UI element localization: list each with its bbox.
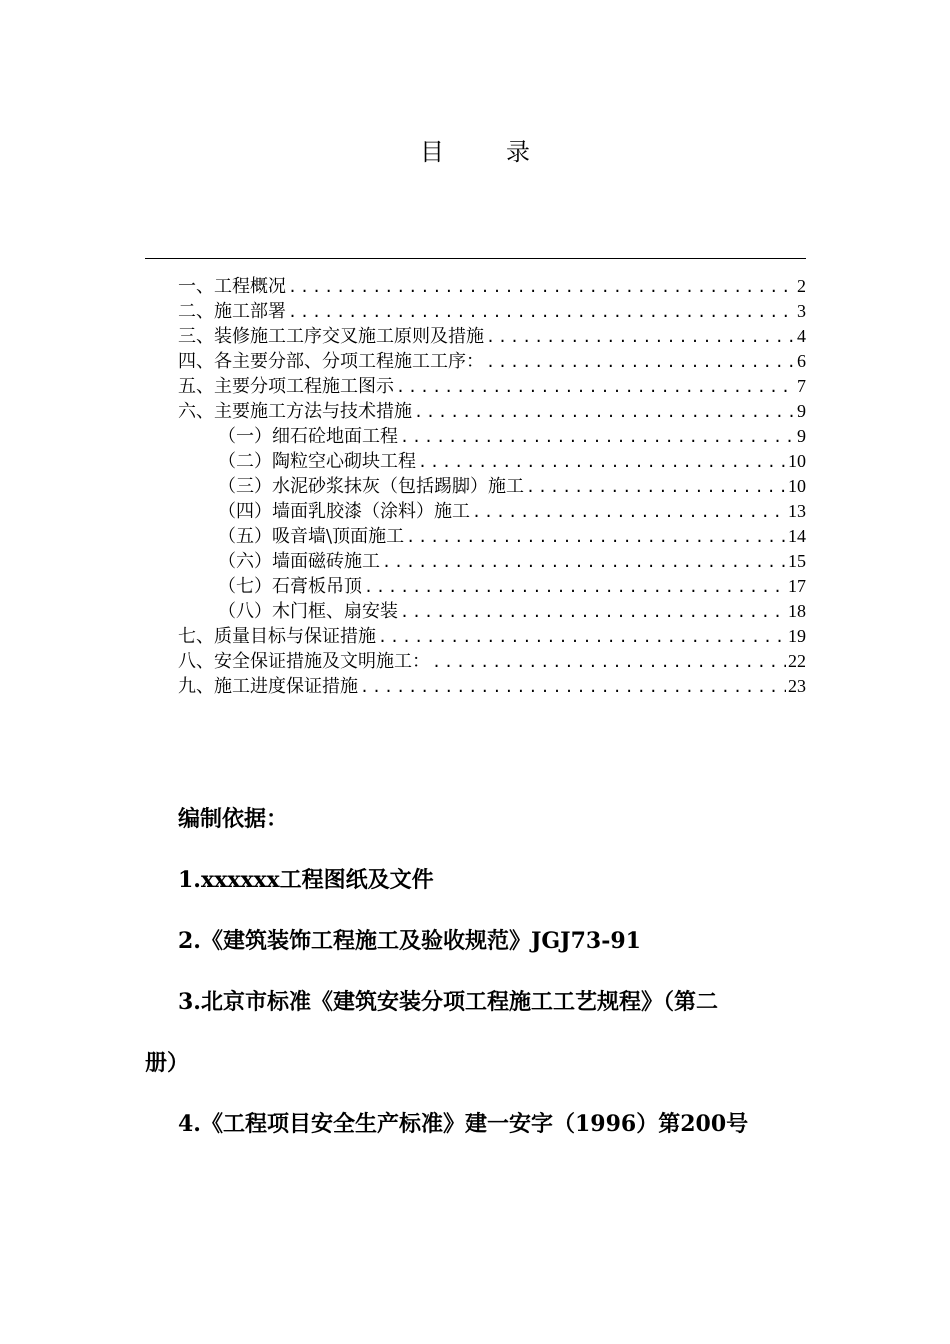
toc-entry-page: 2 (797, 276, 806, 296)
toc-leader-dots (406, 525, 786, 549)
toc-entry-3[interactable] (178, 324, 806, 349)
toc-entry-page: 23 (788, 676, 806, 696)
toc-entry-label: 九、施工进度保证措施 (178, 676, 358, 697)
toc-subentry-1[interactable] (178, 424, 806, 449)
basis-item-3-line-2: 册） (145, 1050, 190, 1076)
toc-entry-label: 六、主要施工方法与技术措施 (178, 401, 412, 422)
basis-heading: 编制依据： (178, 806, 289, 832)
toc-entry-2[interactable] (178, 299, 806, 324)
toc-entry-8[interactable] (178, 649, 806, 674)
toc-subentry-2[interactable] (178, 449, 806, 474)
toc-leader-dots (360, 675, 786, 699)
toc-leader-dots (418, 450, 786, 474)
toc-entry-page: 22 (788, 651, 806, 671)
toc-entry-label: （三）水泥砂浆抹灰（包括踢脚）施工 (218, 476, 524, 497)
toc-leader-dots (486, 350, 795, 374)
toc-entry-page: 3 (797, 301, 806, 321)
toc-entry-label: （八）木门框、扇安装 (218, 601, 398, 622)
title-divider (145, 258, 806, 259)
toc-subentry-7[interactable] (178, 574, 806, 599)
toc-entry-page: 7 (797, 376, 806, 396)
toc-subentry-4[interactable] (178, 499, 806, 524)
toc-subentry-6[interactable] (178, 549, 806, 574)
toc-entry-label: 八、安全保证措施及文明施工： (178, 651, 430, 672)
toc-leader-dots (472, 500, 786, 524)
toc-entry-page: 15 (788, 551, 806, 571)
toc-entry-label: 五、主要分项工程施工图示 (178, 376, 394, 397)
toc-entry-page: 9 (797, 401, 806, 421)
toc-entry-page: 10 (788, 476, 806, 496)
toc-entry-label: （七）石膏板吊顶 (218, 576, 362, 597)
toc-entry-label: 七、质量目标与保证措施 (178, 626, 376, 647)
toc-entry-label: 二、施工部署 (178, 301, 286, 322)
toc-entry-page: 18 (788, 601, 806, 621)
basis-item-2: 2.《建筑装饰工程施工及验收规范》JGJ73-91 (178, 928, 641, 954)
toc-entry-page: 9 (797, 426, 806, 446)
toc-subentry-3[interactable] (178, 474, 806, 499)
toc-leader-dots (526, 475, 786, 499)
basis-item-3-line-1: 3.北京市标准《建筑安装分项工程施工工艺规程》（第二 (178, 989, 718, 1015)
toc-leader-dots (288, 275, 795, 299)
toc-entry-label: （二）陶粒空心砌块工程 (218, 451, 416, 472)
toc-title (0, 132, 950, 167)
toc-leader-dots (396, 375, 795, 399)
toc-entry-9[interactable] (178, 674, 806, 699)
toc-leader-dots (288, 300, 795, 324)
toc-leader-dots (364, 575, 786, 599)
toc-leader-dots (432, 650, 786, 674)
basis-item-4: 4.《工程项目安全生产标准》建一安字（1996）第200号 (178, 1111, 749, 1137)
toc-entry-label: （六）墙面磁砖施工 (218, 551, 380, 572)
toc-title-part2: 录 (506, 138, 530, 166)
toc-entry-page: 19 (788, 626, 806, 646)
toc-leader-dots (414, 400, 795, 424)
toc-entry-1[interactable] (178, 274, 806, 299)
toc-entry-page: 17 (788, 576, 806, 596)
toc-leader-dots (382, 550, 786, 574)
toc-title-part1: 目 (420, 138, 444, 166)
toc-entry-7[interactable] (178, 624, 806, 649)
toc-leader-dots (378, 625, 786, 649)
toc-leader-dots (400, 600, 786, 624)
toc-entry-6[interactable] (178, 399, 806, 424)
toc-entry-label: （四）墙面乳胶漆（涂料）施工 (218, 501, 470, 522)
compilation-basis (145, 797, 810, 1163)
toc-entry-label: 三、装修施工工序交叉施工原则及措施 (178, 326, 484, 347)
toc-entry-page: 13 (788, 501, 806, 521)
toc-entry-4[interactable] (178, 349, 806, 374)
toc-subentry-5[interactable] (178, 524, 806, 549)
toc-leader-dots (486, 325, 795, 349)
toc-entry-5[interactable] (178, 374, 806, 399)
toc-entry-label: 一、工程概况 (178, 276, 286, 297)
toc-entry-page: 14 (788, 526, 806, 546)
toc-entry-page: 6 (797, 351, 806, 371)
toc-entry-label: （五）吸音墙\顶面施工 (218, 526, 405, 547)
toc-subentry-8[interactable] (178, 599, 806, 624)
toc-leader-dots (400, 425, 795, 449)
basis-item-1: 1.xxxxxx工程图纸及文件 (178, 867, 434, 893)
toc-entry-label: （一）细石砼地面工程 (218, 426, 398, 447)
toc-entry-page: 10 (788, 451, 806, 471)
toc-entry-page: 4 (797, 326, 806, 346)
table-of-contents (178, 274, 806, 699)
toc-entry-label: 四、各主要分部、分项工程施工工序： (178, 351, 484, 372)
